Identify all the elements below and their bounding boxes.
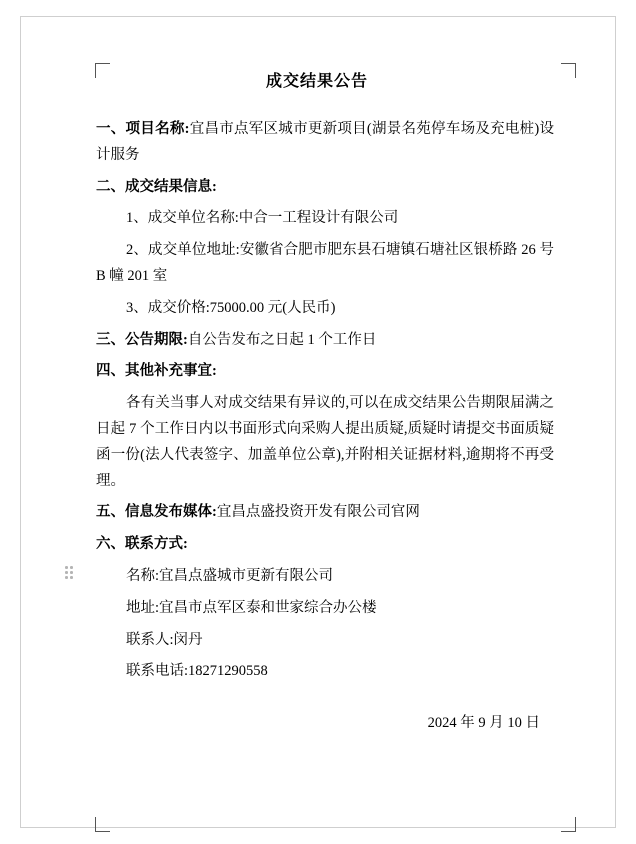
contact-address: 地址:宜昌市点军区泰和世家综合办公楼 (126, 599, 377, 616)
section-4-heading: 四、其他补充事宜: (96, 363, 217, 380)
section-1-text: 宜昌市点军区城市更新项目(湖景名苑停车场及充电桩)设计服务 (96, 121, 555, 163)
section-3 (80, 328, 554, 354)
section-2-item-1: 1、成交单位名称:中合一工程设计有限公司 (126, 210, 399, 227)
crop-mark-bottom-left (95, 817, 110, 832)
section-5-text: 宜昌点盛投资开发有限公司官网 (216, 504, 420, 521)
drag-handle-icon[interactable] (65, 566, 75, 580)
page-title: 成交结果公告 (265, 73, 368, 90)
contact-phone: 联系电话:18271290558 (126, 663, 268, 680)
crop-mark-top-right (561, 63, 576, 78)
section-5 (80, 500, 554, 526)
section-1 (80, 117, 554, 169)
section-2-item-3: 3、成交价格:75000.00 元(人民币) (126, 299, 336, 316)
document-content (80, 68, 554, 743)
contact-person: 联系人:闵丹 (126, 631, 203, 648)
section-2-item-2: 2、成交单位地址:安徽省合肥市肥东县石塘镇石塘社区银桥路 26 号 B 幢 201 室 (96, 242, 554, 284)
contact-name: 名称:宜昌点盛城市更新有限公司 (126, 567, 334, 584)
section-4-body: 各有关当事人对成交结果有异议的,可以在成交结果公告期限届满之日起 7 个工作日内以书面形式向采购人提出质疑,质疑时请提交书面质疑函一份(法人代表签字、加盖单位公章),并附相关证据材料,逾期将不再受理。 (96, 395, 554, 489)
section-3-text: 自公告发布之日起 1 个工作日 (187, 331, 377, 348)
section-5-heading: 五、信息发布媒体: (96, 504, 217, 521)
section-1-heading: 一、项目名称: (96, 121, 190, 137)
section-2-heading: 二、成交结果信息: (96, 178, 217, 195)
section-3-heading: 三、公告期限: (96, 331, 188, 348)
section-6-heading: 六、联系方式: (96, 536, 188, 553)
document-date: 2024 年 9 月 10 日 (427, 715, 540, 732)
crop-mark-bottom-right (561, 817, 576, 832)
